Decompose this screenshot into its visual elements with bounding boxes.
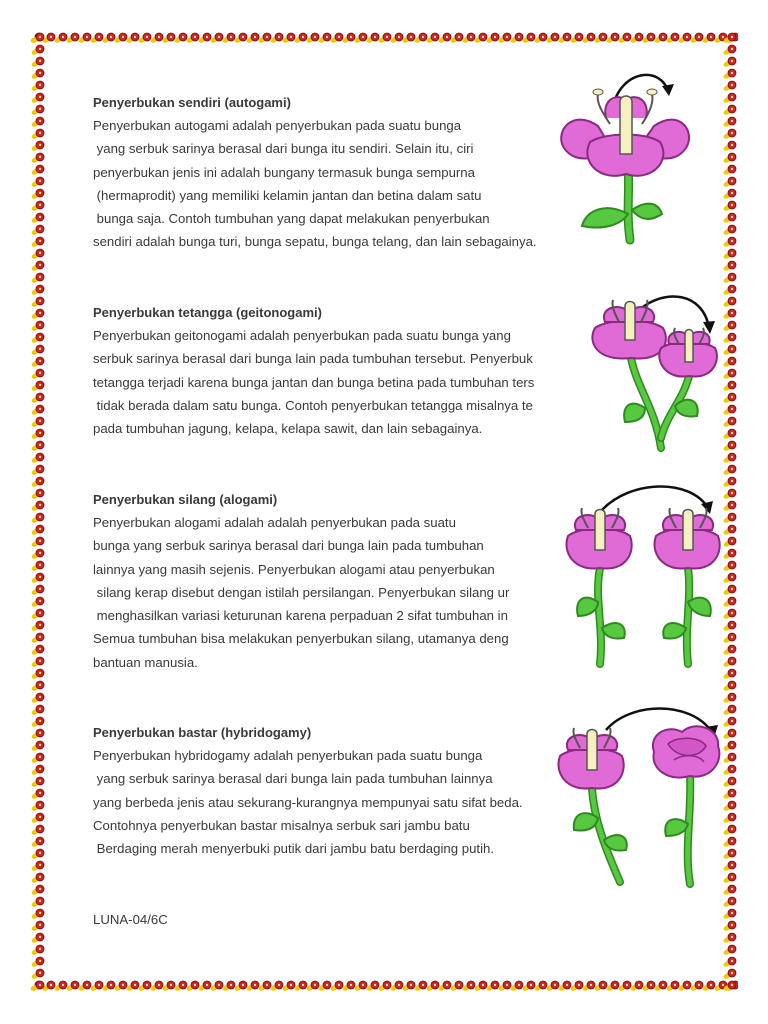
- border-flower-motif: [558, 981, 571, 992]
- border-flower-motif: [31, 45, 44, 56]
- border-flower-motif: [474, 981, 487, 992]
- border-flower-motif: [450, 981, 463, 992]
- border-flower-motif: [534, 33, 547, 44]
- border-flower-motif: [723, 45, 736, 56]
- text-line: Penyerbukan autogami adalah penyerbukan pada suatu bunga: [93, 118, 462, 133]
- border-flower-motif: [723, 189, 736, 200]
- border-flower-motif: [723, 669, 736, 680]
- border-flower-motif: [723, 213, 736, 224]
- border-flower-motif: [198, 33, 211, 44]
- border-flower-motif: [114, 981, 127, 992]
- border-flower-motif: [210, 981, 223, 992]
- border-flower-motif: [31, 153, 44, 164]
- border-flower-motif: [31, 945, 44, 956]
- border-flower-motif: [31, 117, 44, 128]
- border-flower-motif: [31, 621, 44, 632]
- text-line: yang berbeda jenis atau sekurang-kurangnya mempunyai satu sifat beda.: [93, 794, 523, 810]
- border-flower-motif: [498, 33, 511, 44]
- border-flower-motif: [31, 57, 44, 68]
- text-line: (hermaprodit) yang memiliki kelamin jantan dan betina dalam satu: [93, 187, 482, 203]
- border-flower-motif: [723, 177, 736, 188]
- border-flower-motif: [690, 981, 703, 992]
- border-flower-motif: [31, 849, 44, 860]
- text-line: Penyerbukan hybridogamy adalah penyerbukan pada suatu bunga: [93, 748, 483, 763]
- border-flower-motif: [31, 333, 44, 344]
- text-line: tetangga terjadi karena bunga jantan dan bunga betina pada tumbuhan ters: [93, 374, 535, 390]
- border-flower-motif: [330, 33, 343, 44]
- text-line: yang serbuk sarinya berasal dari bunga itu sendiri. Selain itu, ciri: [93, 141, 474, 157]
- border-flower-motif: [31, 225, 44, 236]
- border-flower-motif: [31, 69, 44, 80]
- border-flower-motif: [31, 957, 44, 968]
- border-flower-motif: [90, 33, 103, 44]
- border-flower-motif: [606, 33, 619, 44]
- border-flower-motif: [31, 681, 44, 692]
- border-flower-motif: [186, 981, 199, 992]
- border-flower-motif: [723, 165, 736, 176]
- border-flower-motif: [31, 249, 44, 260]
- text-line: serbuk sarinya berasal dari bunga lain pada tumbuhan tersebut. Penyerbuk: [93, 351, 533, 367]
- border-flower-motif: [54, 981, 67, 992]
- border-flower-motif: [378, 33, 391, 44]
- border-flower-motif: [31, 405, 44, 416]
- border-flower-motif: [606, 981, 619, 992]
- border-top: [30, 30, 738, 46]
- border-flower-motif: [510, 981, 523, 992]
- text-line: yang serbuk sarinya berasal dari bunga lain pada tumbuhan lainnya: [93, 771, 493, 787]
- border-flower-motif: [510, 33, 523, 44]
- border-flower-motif: [31, 393, 44, 404]
- cross-pollination-flowers-icon: [560, 478, 725, 670]
- border-flower-motif: [31, 141, 44, 152]
- border-flower-motif: [723, 453, 736, 464]
- border-flower-motif: [306, 981, 319, 992]
- border-flower-motif: [234, 981, 247, 992]
- border-flower-motif: [438, 33, 451, 44]
- border-flower-motif: [723, 141, 736, 152]
- border-flower-motif: [31, 369, 44, 380]
- border-flower-motif: [31, 561, 44, 572]
- border-flower-motif: [31, 909, 44, 920]
- border-flower-motif: [31, 477, 44, 488]
- border-flower-motif: [342, 981, 355, 992]
- border-flower-motif: [498, 981, 511, 992]
- border-flower-motif: [366, 33, 379, 44]
- border-flower-motif: [174, 981, 187, 992]
- border-flower-motif: [546, 981, 559, 992]
- border-flower-motif: [723, 897, 736, 908]
- border-flower-motif: [258, 981, 271, 992]
- section-title: Penyerbukan bastar (hybridogamy): [93, 725, 312, 740]
- text-line: penyerbukan jenis ini adalah bungany termasuk bunga sempurna: [93, 164, 475, 180]
- border-flower-motif: [31, 921, 44, 932]
- border-flower-motif: [78, 981, 91, 992]
- border-flower-motif: [690, 33, 703, 44]
- border-flower-motif: [31, 345, 44, 356]
- border-flower-motif: [723, 249, 736, 260]
- border-flower-motif: [390, 981, 403, 992]
- border-flower-motif: [186, 33, 199, 44]
- border-flower-motif: [723, 153, 736, 164]
- border-flower-motif: [246, 33, 259, 44]
- border-flower-motif: [723, 69, 736, 80]
- border-flower-motif: [31, 321, 44, 332]
- border-flower-motif: [270, 33, 283, 44]
- border-flower-motif: [723, 909, 736, 920]
- border-flower-motif: [723, 945, 736, 956]
- border-flower-motif: [522, 981, 535, 992]
- border-flower-motif: [294, 33, 307, 44]
- border-flower-motif: [162, 33, 175, 44]
- border-flower-motif: [723, 225, 736, 236]
- border-flower-motif: [114, 33, 127, 44]
- border-flower-motif: [126, 33, 139, 44]
- border-flower-motif: [594, 33, 607, 44]
- section-body: [93, 511, 540, 674]
- border-flower-motif: [31, 801, 44, 812]
- border-flower-motif: [702, 33, 715, 44]
- border-flower-motif: [723, 81, 736, 92]
- border-flower-motif: [438, 981, 451, 992]
- text-line: menghasilkan variasi keturunan karena perpaduan 2 sifat tumbuhan in: [93, 608, 508, 624]
- border-flower-motif: [31, 237, 44, 248]
- section-hybridogamy: [93, 721, 563, 860]
- border-flower-motif: [138, 33, 151, 44]
- border-flower-motif: [654, 981, 667, 992]
- border-flower-motif: [702, 981, 715, 992]
- text-line: Penyerbukan alogami adalah adalah penyerbukan pada suatu: [93, 515, 456, 530]
- border-flower-motif: [31, 693, 44, 704]
- border-flower-motif: [486, 981, 499, 992]
- border-flower-motif: [31, 513, 44, 524]
- border-flower-motif: [642, 981, 655, 992]
- border-flower-motif: [723, 117, 736, 128]
- border-flower-motif: [678, 33, 691, 44]
- border-flower-motif: [723, 981, 736, 992]
- border-flower-motif: [723, 33, 736, 44]
- border-flower-motif: [31, 453, 44, 464]
- border-flower-motif: [594, 981, 607, 992]
- section-title: Penyerbukan sendiri (autogami): [93, 95, 291, 110]
- border-flower-motif: [570, 33, 583, 44]
- border-flower-motif: [54, 33, 67, 44]
- section-geitonogami: [93, 301, 567, 440]
- border-flower-motif: [354, 981, 367, 992]
- border-flower-motif: [126, 981, 139, 992]
- border-flower-motif: [31, 285, 44, 296]
- border-flower-motif: [378, 981, 391, 992]
- border-flower-motif: [450, 33, 463, 44]
- text-line: Berdaging merah menyerbuki putik dari jambu batu berdaging putih.: [93, 841, 494, 857]
- border-flower-motif: [31, 669, 44, 680]
- border-flower-motif: [90, 981, 103, 992]
- border-flower-motif: [462, 33, 475, 44]
- border-flower-motif: [414, 33, 427, 44]
- border-flower-motif: [294, 981, 307, 992]
- border-flower-motif: [31, 297, 44, 308]
- border-flower-motif: [31, 93, 44, 104]
- border-flower-motif: [642, 33, 655, 44]
- section-body: [93, 114, 573, 254]
- border-flower-motif: [723, 969, 736, 980]
- border-flower-motif: [31, 873, 44, 884]
- border-flower-motif: [31, 969, 44, 980]
- border-flower-motif: [31, 753, 44, 764]
- text-line: sendiri adalah bunga turi, bunga sepatu, bunga telang, dan lain sebagainya.: [93, 234, 537, 250]
- border-flower-motif: [174, 33, 187, 44]
- border-flower-motif: [31, 705, 44, 716]
- border-flower-motif: [31, 429, 44, 440]
- border-flower-motif: [723, 261, 736, 272]
- border-flower-motif: [31, 417, 44, 428]
- border-flower-motif: [666, 33, 679, 44]
- text-line: lainnya yang masih sejenis. Penyerbukan alogami atau penyerbukan: [93, 561, 495, 577]
- border-flower-motif: [31, 357, 44, 368]
- border-flower-motif: [31, 777, 44, 788]
- border-flower-motif: [31, 837, 44, 848]
- border-flower-motif: [102, 33, 115, 44]
- border-left: [30, 30, 46, 994]
- border-flower-motif: [31, 981, 44, 992]
- border-flower-motif: [402, 981, 415, 992]
- border-flower-motif: [31, 81, 44, 92]
- border-flower-motif: [723, 465, 736, 476]
- border-flower-motif: [330, 981, 343, 992]
- border-flower-motif: [31, 201, 44, 212]
- border-flower-motif: [31, 597, 44, 608]
- border-flower-motif: [78, 33, 91, 44]
- border-flower-motif: [31, 309, 44, 320]
- border-flower-motif: [162, 981, 175, 992]
- border-flower-motif: [402, 33, 415, 44]
- border-flower-motif: [31, 933, 44, 944]
- border-flower-motif: [630, 981, 643, 992]
- section-autogami: [93, 91, 573, 254]
- section-body: [93, 744, 563, 860]
- border-flower-motif: [138, 981, 151, 992]
- border-flower-motif: [270, 981, 283, 992]
- text-line: Contohnya penyerbukan bastar misalnya serbuk sari jambu batu: [93, 817, 470, 833]
- text-line: bunga saja. Contoh tumbuhan yang dapat melakukan penyerbukan: [93, 211, 490, 227]
- border-flower-motif: [198, 981, 211, 992]
- border-flower-motif: [31, 213, 44, 224]
- hybrid-pollination-flowers-icon: [550, 700, 725, 890]
- border-flower-motif: [31, 885, 44, 896]
- section-title: Penyerbukan silang (alogami): [93, 492, 278, 507]
- border-flower-motif: [31, 633, 44, 644]
- border-flower-motif: [462, 981, 475, 992]
- border-flower-motif: [282, 33, 295, 44]
- border-flower-motif: [354, 33, 367, 44]
- border-flower-motif: [666, 981, 679, 992]
- border-flower-motif: [426, 33, 439, 44]
- border-flower-motif: [234, 33, 247, 44]
- border-flower-motif: [723, 57, 736, 68]
- self-pollination-flower-icon: [550, 62, 700, 262]
- border-flower-motif: [258, 33, 271, 44]
- border-flower-motif: [318, 981, 331, 992]
- section-body: [93, 324, 567, 440]
- border-flower-motif: [31, 381, 44, 392]
- neighbor-pollination-flowers-icon: [585, 288, 725, 453]
- border-flower-motif: [31, 825, 44, 836]
- border-flower-motif: [31, 129, 44, 140]
- border-flower-motif: [246, 981, 259, 992]
- border-flower-motif: [723, 237, 736, 248]
- text-line: tidak berada dalam satu bunga. Contoh penyerbukan tetangga misalnya te: [93, 397, 533, 413]
- border-flower-motif: [723, 933, 736, 944]
- border-flower-motif: [31, 573, 44, 584]
- border-flower-motif: [723, 681, 736, 692]
- border-flower-motif: [31, 585, 44, 596]
- border-flower-motif: [282, 981, 295, 992]
- border-flower-motif: [414, 981, 427, 992]
- border-flower-motif: [31, 465, 44, 476]
- border-flower-motif: [618, 981, 631, 992]
- border-flower-motif: [31, 489, 44, 500]
- border-flower-motif: [31, 525, 44, 536]
- border-flower-motif: [31, 657, 44, 668]
- border-flower-motif: [570, 981, 583, 992]
- border-flower-motif: [534, 981, 547, 992]
- border-flower-motif: [31, 165, 44, 176]
- border-flower-motif: [31, 861, 44, 872]
- border-flower-motif: [486, 33, 499, 44]
- border-flower-motif: [426, 981, 439, 992]
- border-flower-motif: [582, 981, 595, 992]
- border-flower-motif: [723, 93, 736, 104]
- border-flower-motif: [31, 537, 44, 548]
- text-line: pada tumbuhan jagung, kelapa, kelapa sawit, dan lain sebagainya.: [93, 421, 483, 437]
- border-flower-motif: [723, 105, 736, 116]
- border-flower-motif: [723, 129, 736, 140]
- border-flower-motif: [630, 33, 643, 44]
- border-flower-motif: [150, 981, 163, 992]
- border-flower-motif: [582, 33, 595, 44]
- border-flower-motif: [31, 549, 44, 560]
- border-flower-motif: [31, 897, 44, 908]
- border-flower-motif: [31, 441, 44, 452]
- border-flower-motif: [102, 981, 115, 992]
- border-flower-motif: [678, 981, 691, 992]
- border-flower-motif: [474, 33, 487, 44]
- border-flower-motif: [31, 729, 44, 740]
- border-flower-motif: [342, 33, 355, 44]
- border-flower-motif: [31, 789, 44, 800]
- border-flower-motif: [390, 33, 403, 44]
- border-flower-motif: [31, 105, 44, 116]
- border-flower-motif: [31, 501, 44, 512]
- border-flower-motif: [723, 273, 736, 284]
- section-title: Penyerbukan tetangga (geitonogami): [93, 305, 322, 320]
- border-flower-motif: [546, 33, 559, 44]
- section-alogami: [93, 488, 540, 674]
- border-flower-motif: [306, 33, 319, 44]
- border-flower-motif: [31, 765, 44, 776]
- border-flower-motif: [31, 717, 44, 728]
- border-flower-motif: [31, 813, 44, 824]
- border-flower-motif: [723, 201, 736, 212]
- border-flower-motif: [522, 33, 535, 44]
- border-flower-motif: [366, 981, 379, 992]
- border-flower-motif: [210, 33, 223, 44]
- border-flower-motif: [31, 189, 44, 200]
- border-flower-motif: [318, 33, 331, 44]
- border-flower-motif: [31, 609, 44, 620]
- border-flower-motif: [31, 645, 44, 656]
- border-flower-motif: [31, 177, 44, 188]
- border-flower-motif: [31, 273, 44, 284]
- border-flower-motif: [654, 33, 667, 44]
- border-flower-motif: [723, 957, 736, 968]
- border-flower-motif: [222, 981, 235, 992]
- text-line: Semua tumbuhan bisa melakukan penyerbukan silang, utamanya deng: [93, 631, 509, 647]
- border-flower-motif: [31, 261, 44, 272]
- border-flower-motif: [66, 981, 79, 992]
- text-line: bunga yang serbuk sarinya berasal dari bunga lain pada tumbuhan: [93, 538, 484, 554]
- border-bottom: [30, 978, 738, 994]
- border-flower-motif: [31, 741, 44, 752]
- document-code: LUNA-04/6C: [93, 912, 168, 927]
- border-flower-motif: [558, 33, 571, 44]
- border-flower-motif: [31, 33, 44, 44]
- text-line: Penyerbukan geitonogami adalah penyerbukan pada suatu bunga yang: [93, 328, 511, 343]
- text-line: bantuan manusia.: [93, 654, 198, 670]
- border-flower-motif: [618, 33, 631, 44]
- border-flower-motif: [723, 921, 736, 932]
- text-line: silang kerap disebut dengan istilah persilangan. Penyerbukan silang ur: [93, 584, 510, 600]
- border-flower-motif: [222, 33, 235, 44]
- border-flower-motif: [150, 33, 163, 44]
- border-flower-motif: [66, 33, 79, 44]
